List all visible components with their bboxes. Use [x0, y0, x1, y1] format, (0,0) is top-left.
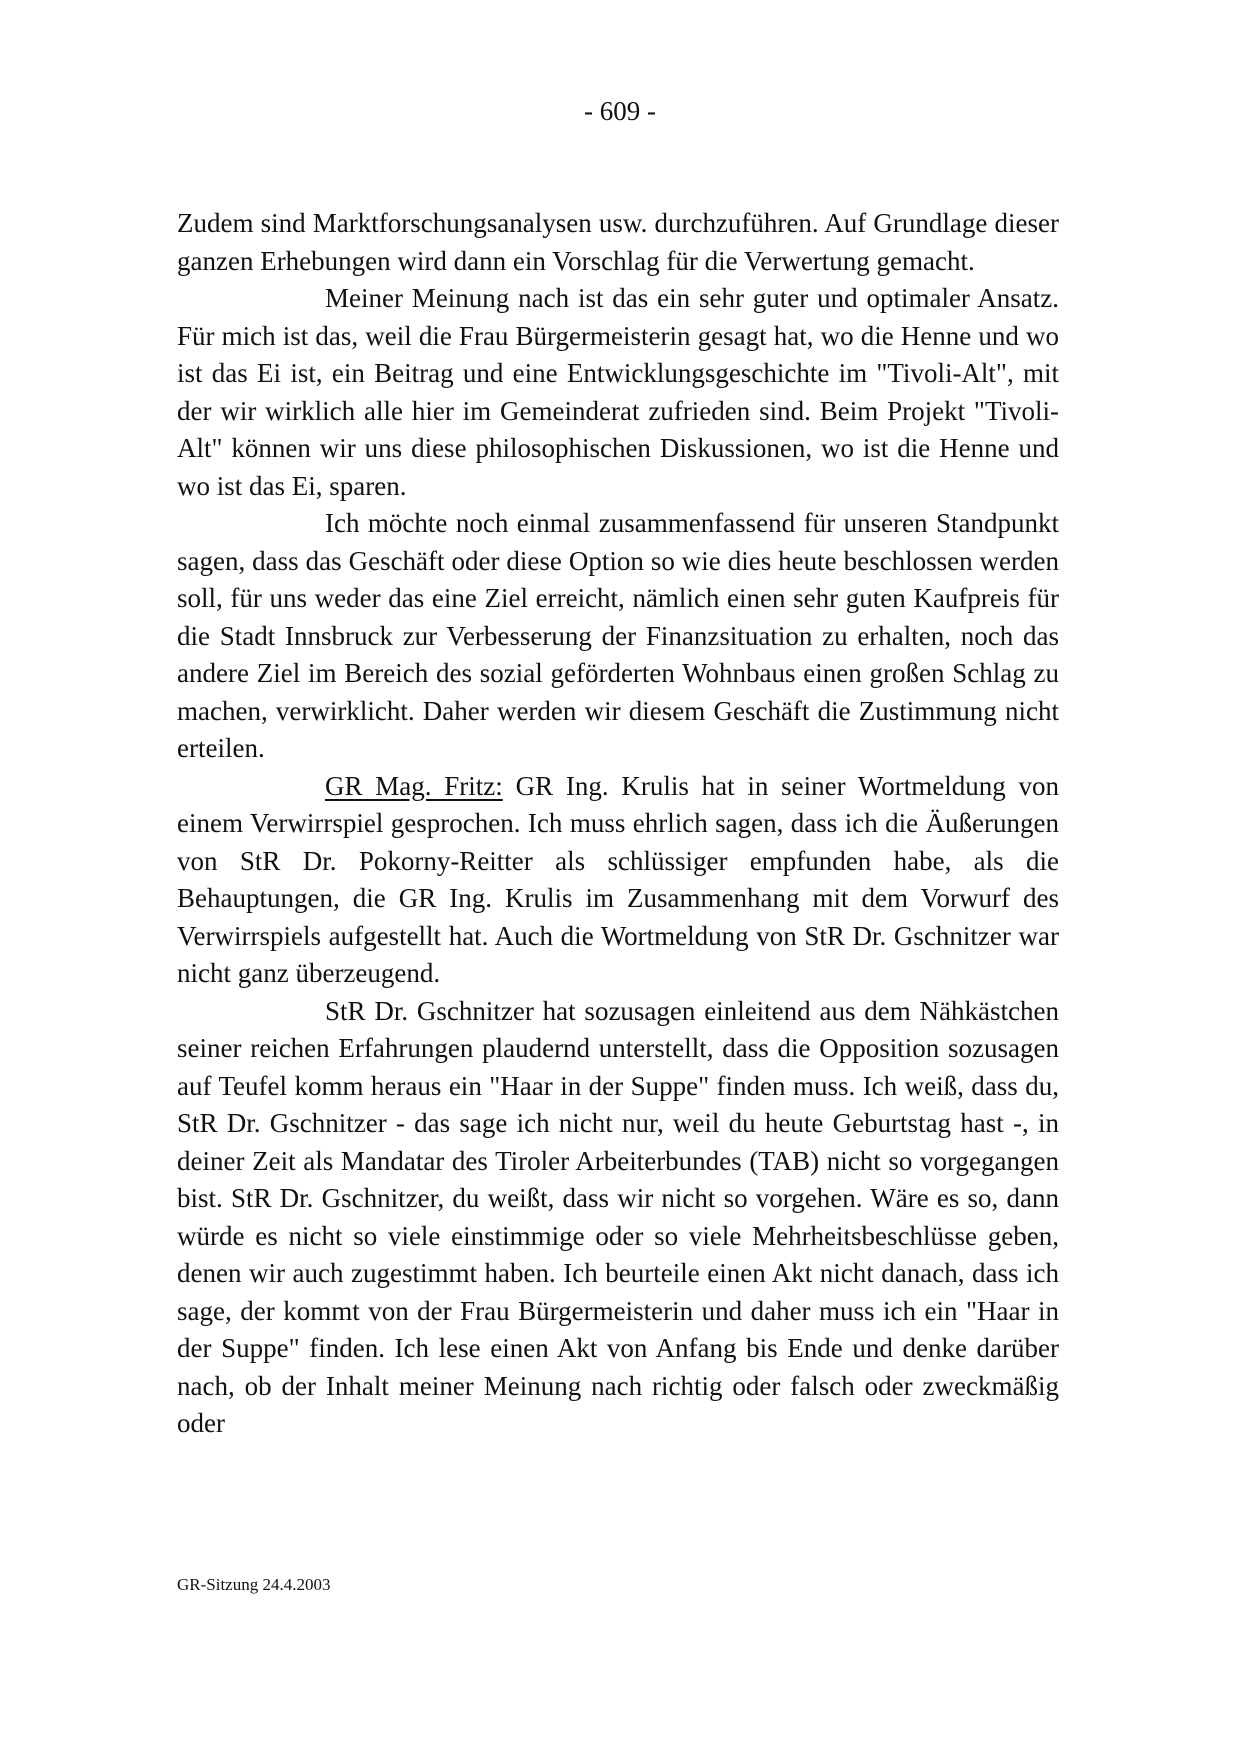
paragraph-4 [177, 768, 1059, 993]
paragraph-2: Meiner Meinung nach ist das ein sehr guter und optimaler Ansatz. Für mich ist das, weil die Frau Bürgermeisterin gesagt hat, wo die Henne und wo ist das Ei ist, ein Beitrag und eine Entwicklungsgeschichte im "Tivoli-Alt", mit der wir wirklich alle hier im Gemeinderat zufrieden sind. Beim Projekt "Tivoli-Alt" können wir uns diese philosophischen Diskussionen, wo ist die Henne und wo ist das Ei, sparen. [177, 283, 1059, 501]
paragraph-5: StR Dr. Gschnitzer hat sozusagen einleitend aus dem Nähkästchen seiner reichen Erfahrungen plaudernd unterstellt, dass die Opposition sozusagen auf Teufel komm heraus ein "Haar in der Suppe" finden muss. Ich weiß, dass du, StR Dr. Gschnitzer - das sage ich nicht nur, weil du heute Geburtstag hast -, in deiner Zeit als Mandatar des Tiroler Arbeiterbundes (TAB) nicht so vorgegangen bist. StR Dr. Gschnitzer, du weißt, dass wir nicht so vorgehen. Wäre es so, dann würde es nicht so viele einstimmige oder so viele Mehrheitsbeschlüsse geben, denen wir auch zugestimmt haben. Ich beurteile einen Akt nicht danach, dass ich sage, der kommt von der Frau Bürgermeisterin und daher muss ich ein "Haar in der Suppe" finden. Ich lese einen Akt von Anfang bis Ende und denke darüber nach, ob der Inhalt meiner Meinung nach richtig oder falsch oder zweckmäßig oder [177, 995, 1059, 1438]
paragraph-4-text: GR Ing. Krulis hat in seiner Wortmeldung von einem Verwirrspiel gesprochen. Ich muss ehrlich sagen, dass ich die Äußerungen von StR Dr. Pokorny-Reitter als schlüssiger empfunden habe, als die Behauptungen, die GR Ing. Krulis im Zusammenhang mit dem Vorwurf des Verwirrspiels aufgestellt hat. Auch die Wortmeldung von StR Dr. Gschnitzer war nicht ganz überzeugend. [177, 770, 1059, 988]
page-number: - 609 - [584, 96, 656, 126]
speaker-name: GR Mag. Fritz: [325, 770, 503, 801]
paragraph-3: Ich möchte noch einmal zusammenfassend für unseren Standpunkt sagen, dass das Geschäft oder diese Option so wie dies heute beschlossen werden soll, für uns weder das eine Ziel erreicht, nämlich einen sehr guten Kaufpreis für die Stadt Innsbruck zur Verbesserung der Finanzsituation zu erhalten, noch das andere Ziel im Bereich des sozial geförderten Wohnbaus einen großen Schlag zu machen, verwirklicht. Daher werden wir diesem Geschäft die Zustimmung nicht erteilen. [177, 508, 1059, 763]
document-body [177, 205, 1059, 1443]
paragraph-1: Zudem sind Marktforschungsanalysen usw. durchzuführen. Auf Grundlage dieser ganzen Erhebungen wird dann ein Vorschlag für die Verwertung gemacht. [177, 208, 1059, 276]
footer-session-date: GR-Sitzung 24.4.2003 [177, 1575, 331, 1594]
